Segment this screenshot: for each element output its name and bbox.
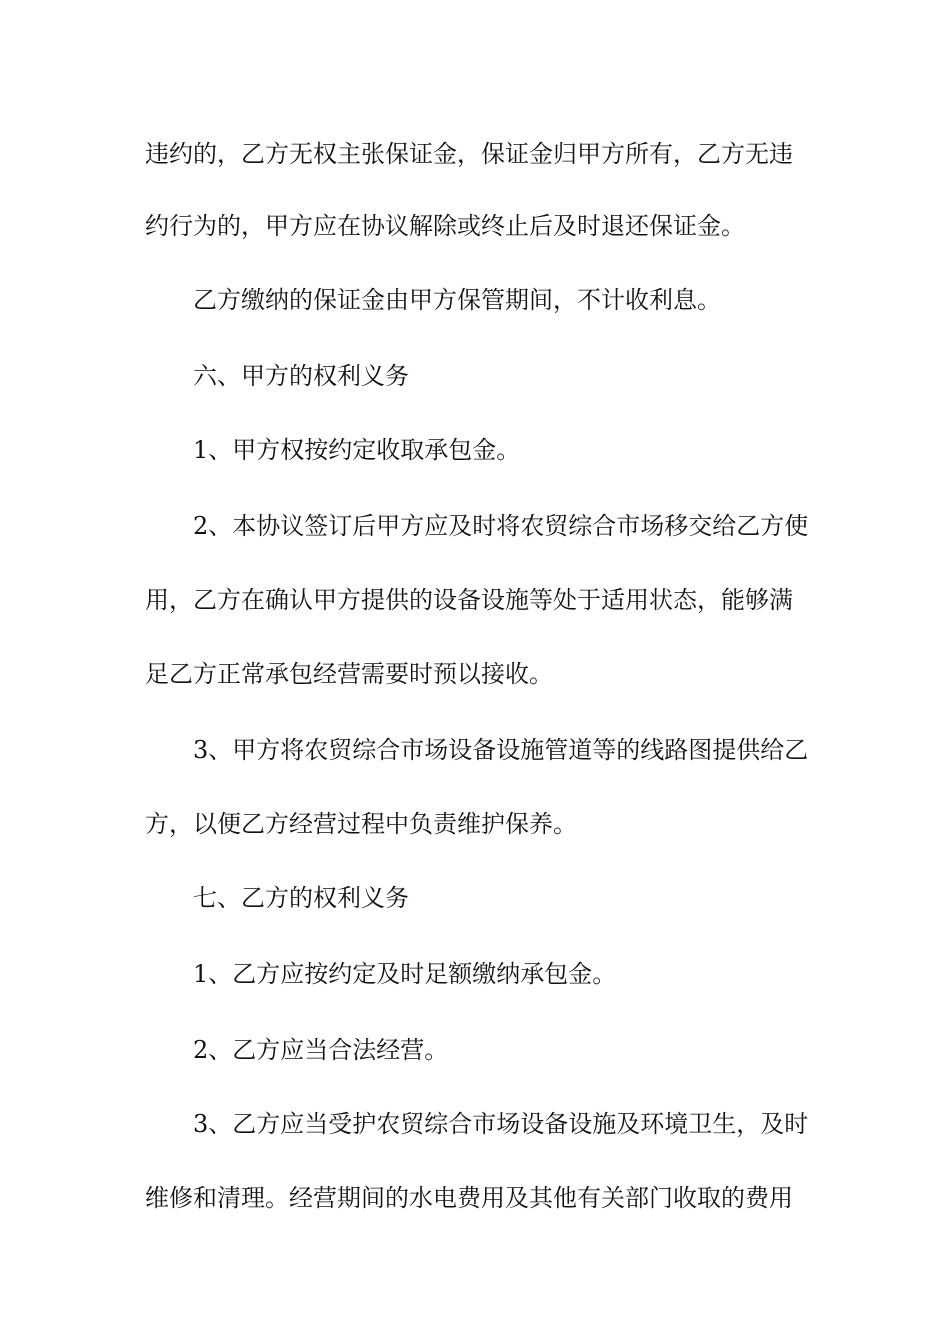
section-heading: 七、乙方的权利义务: [193, 884, 409, 912]
text-line: 足乙方正常承包经营需要时预以接收。: [145, 660, 553, 688]
clause-line: 1、乙方应按约定及时足额缴纳承包金。: [193, 960, 617, 988]
paragraph-line: 乙方缴纳的保证金由甲方保管期间，不计收利息。: [193, 286, 721, 314]
text-line: 维修和清理。经营期间的水电费用及其他有关部门收取的费用: [145, 1184, 793, 1212]
clause-line: 3、甲方将农贸综合市场设备设施管道等的线路图提供给乙: [193, 736, 809, 764]
clause-line: 2、本协议签订后甲方应及时将农贸综合市场移交给乙方使: [193, 512, 809, 540]
text-line: 违约的，乙方无权主张保证金，保证金归甲方所有，乙方无违: [145, 140, 793, 168]
clause-line: 1、甲方权按约定收取承包金。: [193, 436, 521, 464]
clause-line: 2、乙方应当合法经营。: [193, 1036, 449, 1064]
clause-line: 3、乙方应当受护农贸综合市场设备设施及环境卫生，及时: [193, 1110, 809, 1138]
text-line: 约行为的，甲方应在协议解除或终止后及时退还保证金。: [145, 212, 745, 240]
text-line: 用，乙方在确认甲方提供的设备设施等处于适用状态，能够满: [145, 586, 793, 614]
section-heading: 六、甲方的权利义务: [193, 362, 409, 390]
text-line: 方，以便乙方经营过程中负责维护保养。: [145, 810, 577, 838]
